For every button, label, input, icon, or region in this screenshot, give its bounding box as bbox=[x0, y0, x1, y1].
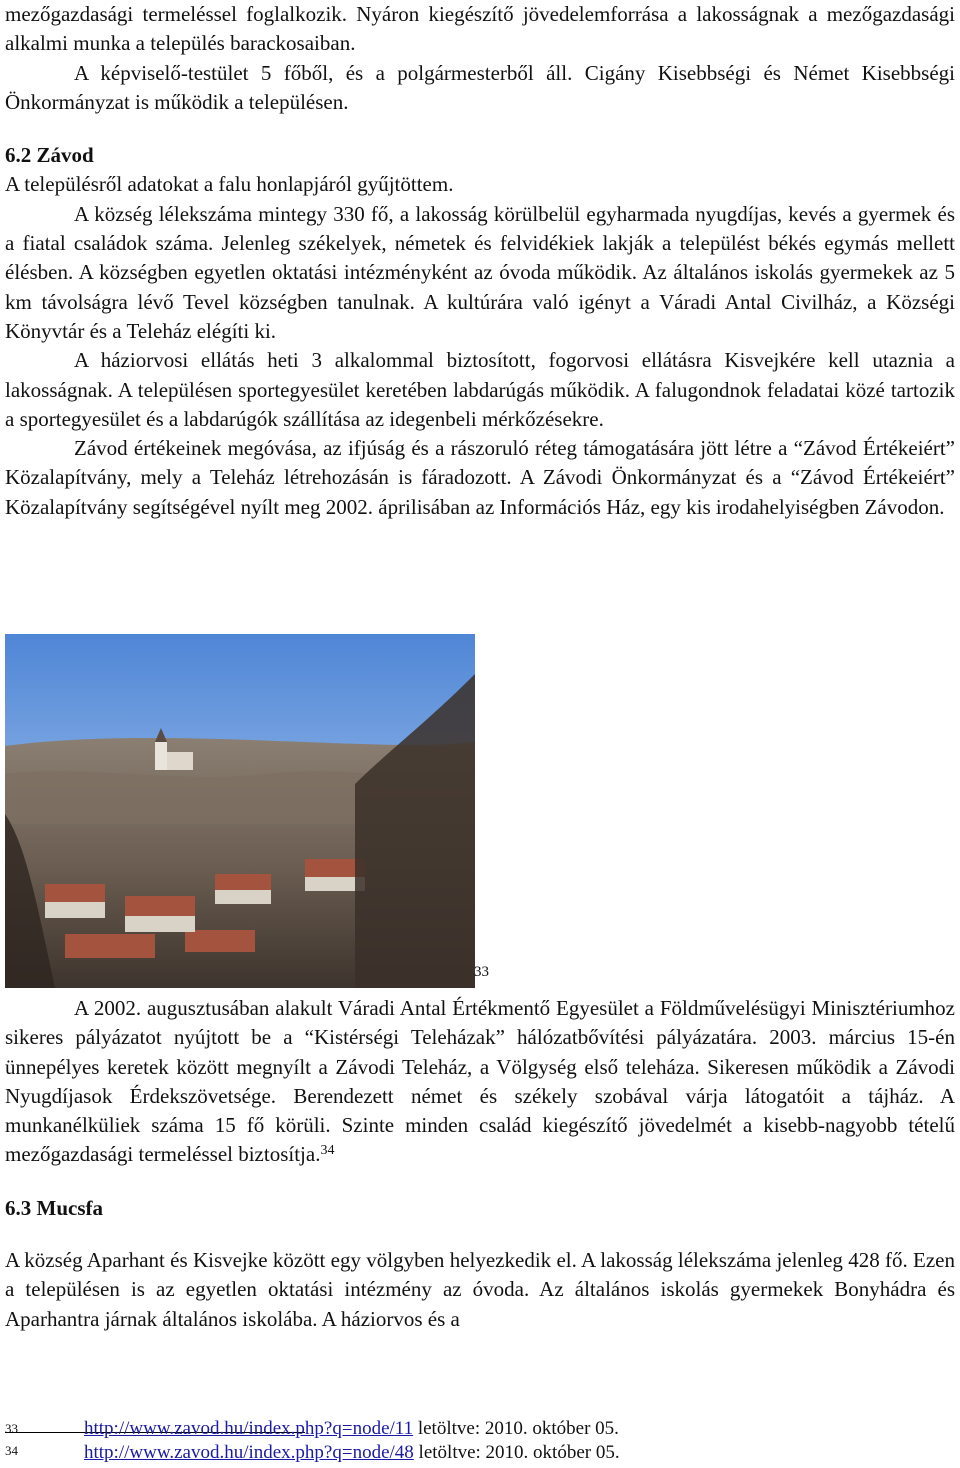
lower-text-block bbox=[5, 994, 955, 1334]
footnote-number: 34 bbox=[5, 1443, 18, 1458]
footnote-ref: 34 bbox=[320, 1143, 335, 1159]
section-heading-zavod: 6.2 Závod bbox=[5, 143, 94, 168]
photo-footnote-ref: 33 bbox=[474, 964, 489, 980]
paragraph: mezőgazdasági termeléssel foglalkozik. Nyáron kiegészítő jövedelemforrása a lakosságnak a mezőgazdasági alkalmi munka a település barackosaiban. bbox=[5, 2, 955, 56]
paragraph: Závod értékeinek megóvása, az ifjúság és a rászoruló réteg támogatására jött létre a “Závod Értékeiért” Közalapítvány, mely a Teleház létrehozásán is fáradozott. A Závodi Önkormányzat és a “Závod Értékeiért” Közalapítvány segítségével nyílt meg 2002. áprilisában az Információs Ház, egy kis irodahelyiségben Závodon. bbox=[5, 436, 955, 519]
paragraph: A képviselő-testület 5 főből, és a polgármesterből áll. Cigány Kisebbségi és Német Kisebbségi Önkormányzat is működik a településen. bbox=[5, 60, 955, 114]
village-landscape-image bbox=[5, 634, 475, 988]
paragraph: A háziorvosi ellátás heti 3 alkalommal biztosított, fogorvosi ellátásra Kisvejkére kell utaznia a lakosságnak. A településen sportegyesület keretében labdarúgás működik. A falugondnok feladatai közé tartozik a sportegyesület és a labdarúgók szállítása az idegenbeli mérkőzésekre. bbox=[5, 348, 955, 431]
footnote-rest: letöltve: 2010. október 05. bbox=[413, 1442, 620, 1463]
section-heading-mucsfa: 6.3 Mucsfa bbox=[5, 1195, 103, 1220]
paragraph bbox=[5, 994, 955, 1170]
footnote-link[interactable]: http://www.zavod.hu/index.php?q=node/48 bbox=[84, 1442, 414, 1463]
paragraph-text: A 2002. augusztusában alakult Váradi Antal Értékmentő Egyesület a Földművelésügyi Minisztériumhoz sikeres pályázatot nyújtott be a “Kistérségi Teleházak” hálózatbővítési pályázatára. 2003. március 15-én ünnepélyes keretek között megnyílt a Závodi Teleház, a Völgység első teleháza. Sikeresen működik a Závodi Nyugdíjasok Érdekszövetsége. Berendezett német és székely szobával várja látogatóit a tájház. A munkanélküliek száma 15 fő körüli. Szinte minden család kiegészítő jövedelmét a kisebb-nagyobb tételű mezőgazdasági termeléssel biztosítja. bbox=[5, 996, 955, 1167]
footnote-number: 33 bbox=[5, 1421, 18, 1436]
paragraph: A község Aparhant és Kisvejke között egy völgyben helyezkedik el. A lakosság lélekszáma jelenleg 428 fő. Ezen a településen is az egyetlen oktatási intézmény az óvoda. Az általános iskolás gyermekek Bonyhádra és Aparhantra járnak általános iskolába. A háziorvos és a bbox=[5, 1248, 955, 1331]
document-page bbox=[5, 0, 955, 522]
village-photo bbox=[5, 634, 475, 988]
footnote-text bbox=[84, 1442, 620, 1464]
footnote-link[interactable]: http://www.zavod.hu/index.php?q=node/11 bbox=[84, 1418, 414, 1439]
footnote-rest: letöltve: 2010. október 05. bbox=[413, 1418, 619, 1439]
paragraph: A község lélekszáma mintegy 330 fő, a lakosság körülbelül egyharmada nyugdíjas, kevés a gyermek és a fiatal családok száma. Jelenleg székelyek, németek és felvidékiek lakják a települést békés egymás mellett élésben. A községben egyetlen oktatási intézményként az óvoda működik. Az általános iskolás gyermekek az 5 km távolságra lévő Tevel községben tanulnak. A kultúrára való igényt a Váradi Antal Civilház, a Községi Könyvtár és a Teleház elégíti ki. bbox=[5, 201, 955, 343]
footnote-text bbox=[84, 1418, 619, 1440]
paragraph: A településről adatokat a falu honlapjáról gyűjtöttem. bbox=[5, 172, 454, 197]
